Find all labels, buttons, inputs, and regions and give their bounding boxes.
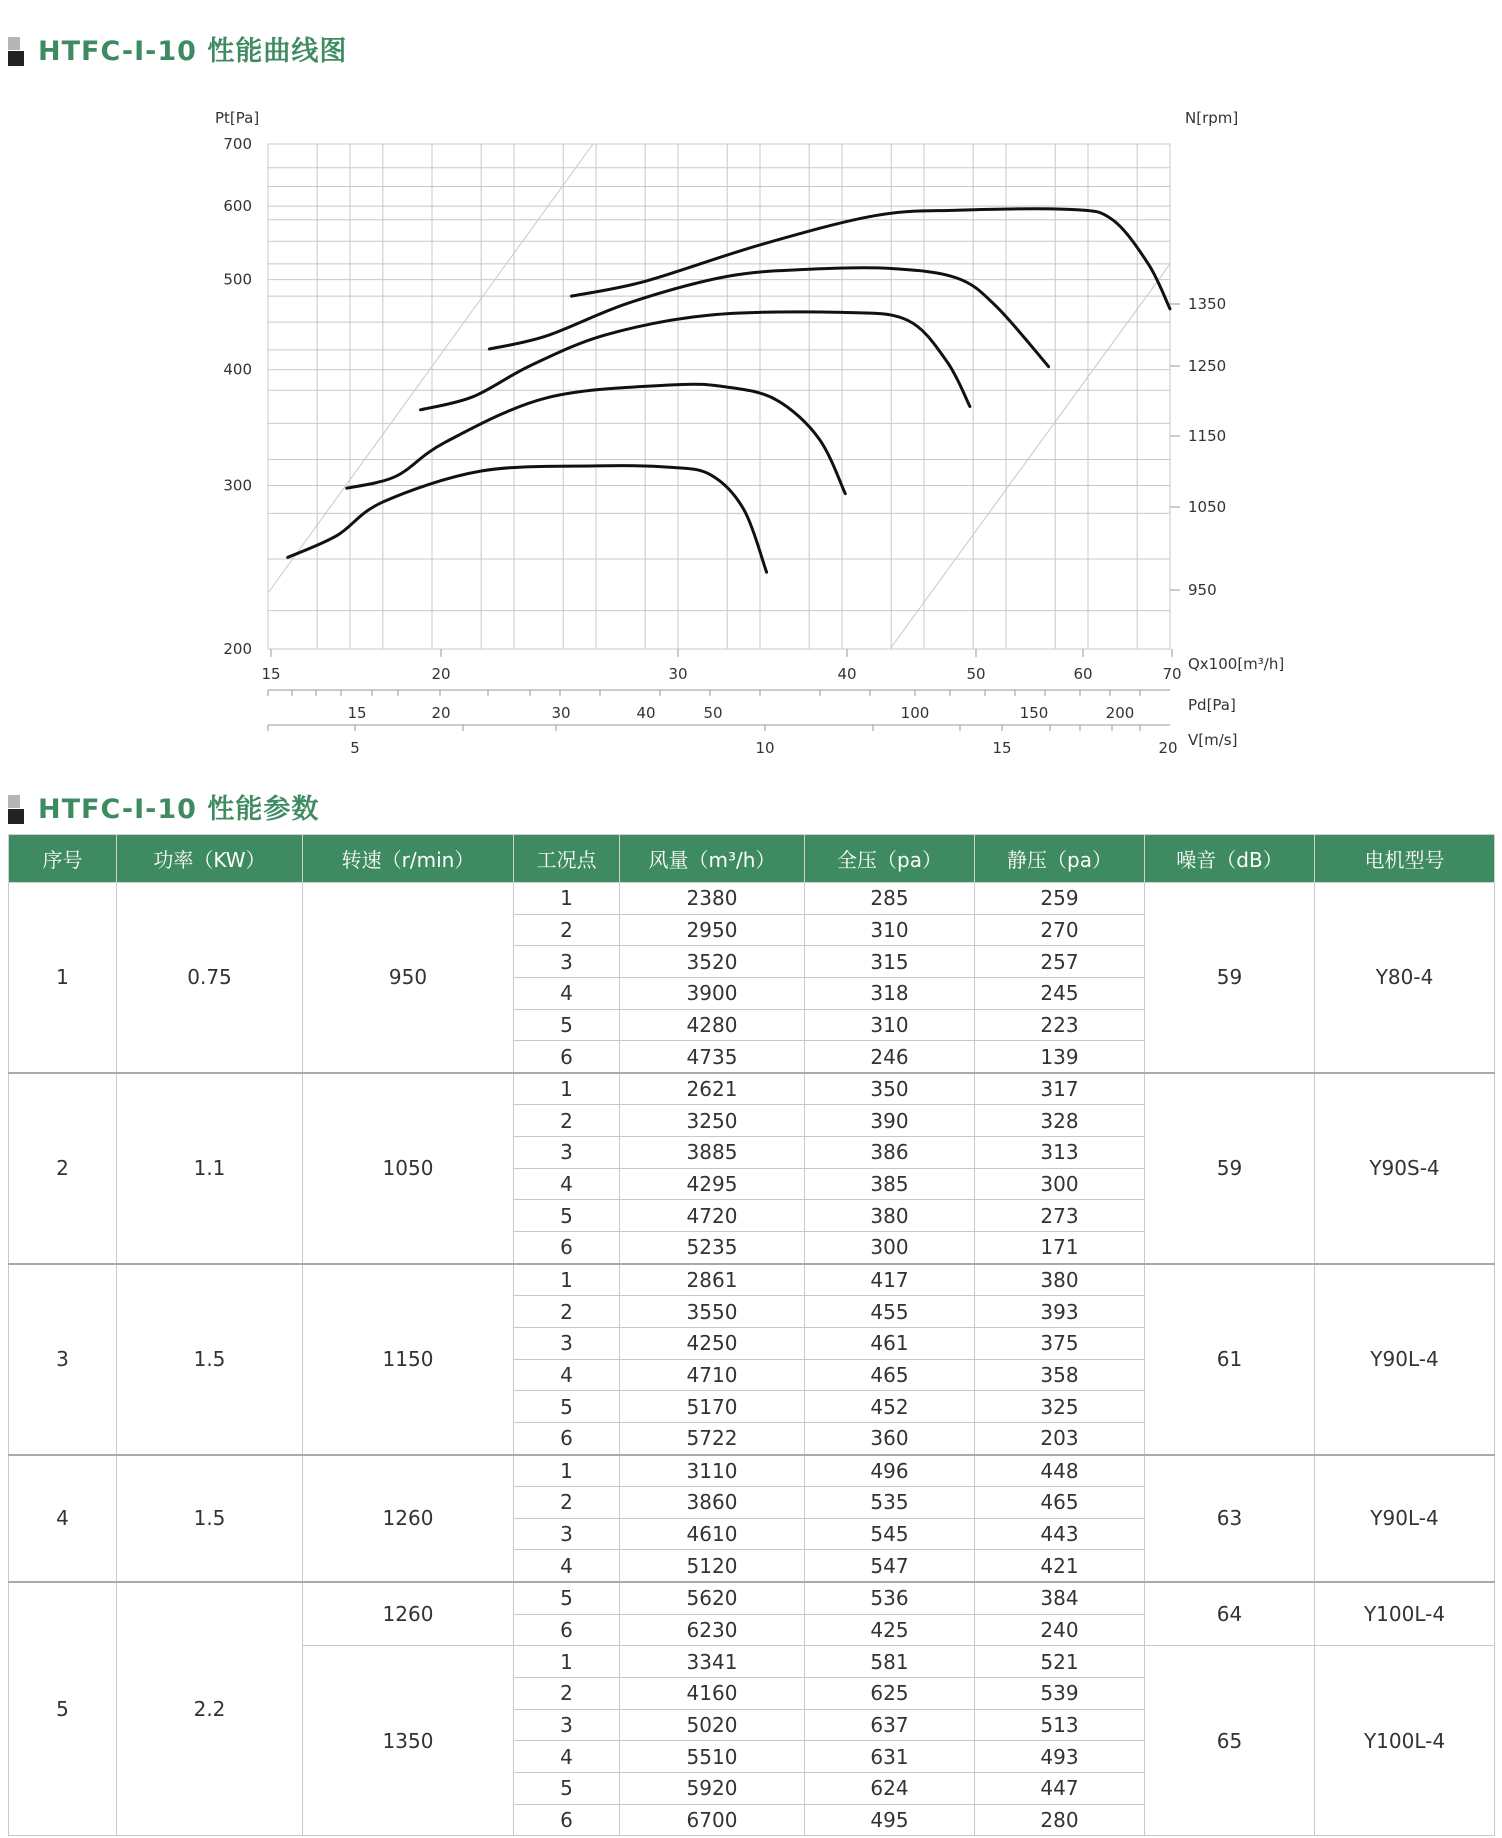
table-cell: 4 bbox=[514, 1741, 620, 1773]
q-tick-label: 70 bbox=[1162, 665, 1182, 683]
table-cell: 447 bbox=[975, 1772, 1145, 1804]
table-cell: 1260 bbox=[303, 1455, 514, 1583]
table-cell: 4 bbox=[514, 977, 620, 1009]
table-cell: 375 bbox=[975, 1327, 1145, 1359]
table-cell: 1 bbox=[514, 1073, 620, 1105]
table-cell: 495 bbox=[805, 1804, 975, 1836]
table-cell: 273 bbox=[975, 1200, 1145, 1232]
table-cell: 448 bbox=[975, 1455, 1145, 1487]
table-cell: Y80-4 bbox=[1315, 883, 1495, 1073]
section-title-params bbox=[8, 786, 319, 826]
performance-chart bbox=[0, 95, 1502, 775]
performance-curve-950 bbox=[288, 466, 767, 573]
table-cell: 637 bbox=[805, 1709, 975, 1741]
table-cell: 5120 bbox=[620, 1550, 805, 1582]
pd-tick-label: 50 bbox=[703, 704, 723, 722]
table-cell: 1.5 bbox=[117, 1455, 303, 1583]
table-cell: 270 bbox=[975, 914, 1145, 946]
table-row bbox=[9, 1582, 1495, 1614]
table-cell: 4160 bbox=[620, 1678, 805, 1710]
table-cell: 4 bbox=[9, 1455, 117, 1583]
table-cell: 1.1 bbox=[117, 1073, 303, 1264]
table-cell: 2380 bbox=[620, 883, 805, 915]
table-cell: 300 bbox=[805, 1232, 975, 1264]
table-cell: 6 bbox=[514, 1041, 620, 1073]
table-cell: 5920 bbox=[620, 1772, 805, 1804]
table-cell: 386 bbox=[805, 1137, 975, 1169]
table-cell: 223 bbox=[975, 1009, 1145, 1041]
section-marker-icon bbox=[8, 789, 24, 823]
table-cell: 5 bbox=[514, 1009, 620, 1041]
pd-axis-label: Pd[Pa] bbox=[1188, 696, 1236, 714]
table-cell: 4 bbox=[514, 1168, 620, 1200]
table-cell: 380 bbox=[805, 1200, 975, 1232]
table-cell: 417 bbox=[805, 1264, 975, 1296]
q-tick-label: 15 bbox=[261, 665, 281, 683]
pd-tick-label: 200 bbox=[1105, 704, 1135, 722]
table-cell: 5 bbox=[514, 1582, 620, 1614]
rpm-label: 1250 bbox=[1188, 357, 1227, 375]
table-cell: 310 bbox=[805, 1009, 975, 1041]
table-cell: 5 bbox=[9, 1582, 117, 1836]
table-cell: 3885 bbox=[620, 1137, 805, 1169]
q-tick-label: 60 bbox=[1073, 665, 1093, 683]
curve-section-heading: HTFC-I-10 性能曲线图 bbox=[38, 35, 348, 67]
pd-tick-label: 20 bbox=[431, 704, 451, 722]
table-cell: 360 bbox=[805, 1422, 975, 1454]
table-cell: 315 bbox=[805, 946, 975, 978]
y-tick-label: 700 bbox=[223, 135, 252, 153]
table-cell: 64 bbox=[1145, 1582, 1315, 1646]
table-cell: 61 bbox=[1145, 1264, 1315, 1455]
table-cell: 455 bbox=[805, 1296, 975, 1328]
table-cell: 581 bbox=[805, 1646, 975, 1678]
rpm-label: 1150 bbox=[1188, 427, 1227, 445]
table-cell: 3341 bbox=[620, 1646, 805, 1678]
table-cell: 380 bbox=[975, 1264, 1145, 1296]
table-cell: 1150 bbox=[303, 1264, 514, 1455]
table-cell: 3250 bbox=[620, 1105, 805, 1137]
v-tick-label: 10 bbox=[755, 739, 775, 757]
table-cell: 1 bbox=[514, 883, 620, 915]
table-cell: 3 bbox=[514, 1709, 620, 1741]
table-cell: Y90L-4 bbox=[1315, 1455, 1495, 1583]
table-cell: 5 bbox=[514, 1200, 620, 1232]
table-cell: 631 bbox=[805, 1741, 975, 1773]
table-cell: 6700 bbox=[620, 1804, 805, 1836]
table-cell: 2861 bbox=[620, 1264, 805, 1296]
table-cell: 465 bbox=[805, 1359, 975, 1391]
table-cell: 539 bbox=[975, 1678, 1145, 1710]
table-cell: 1350 bbox=[303, 1646, 514, 1836]
table-cell: 4610 bbox=[620, 1518, 805, 1550]
table-cell: 2950 bbox=[620, 914, 805, 946]
table-cell: 5620 bbox=[620, 1582, 805, 1614]
table-cell: 4250 bbox=[620, 1327, 805, 1359]
table-cell: 513 bbox=[975, 1709, 1145, 1741]
pd-tick-label: 40 bbox=[636, 704, 656, 722]
rpm-label: 1050 bbox=[1188, 498, 1227, 516]
table-cell: 2 bbox=[9, 1073, 117, 1264]
table-cell: 6 bbox=[514, 1232, 620, 1264]
table-cell: 313 bbox=[975, 1137, 1145, 1169]
v-tick-label: 15 bbox=[992, 739, 1012, 757]
table-header-row bbox=[9, 835, 1495, 883]
table-cell: 421 bbox=[975, 1550, 1145, 1582]
table-cell: 245 bbox=[975, 977, 1145, 1009]
y-tick-label: 400 bbox=[223, 360, 252, 379]
v-tick-label: 20 bbox=[1158, 739, 1178, 757]
column-header: 序号 bbox=[9, 835, 117, 883]
v-axis-label: V[m/s] bbox=[1188, 731, 1238, 749]
performance-curve-1150 bbox=[421, 312, 970, 410]
table-cell: 624 bbox=[805, 1772, 975, 1804]
column-header: 静压（pa） bbox=[975, 835, 1145, 883]
table-cell: 385 bbox=[805, 1168, 975, 1200]
section-marker-icon bbox=[8, 31, 24, 65]
table-cell: 3 bbox=[9, 1264, 117, 1455]
column-header: 功率（KW） bbox=[117, 835, 303, 883]
table-row bbox=[9, 1455, 1495, 1487]
right-axis-label: N[rpm] bbox=[1185, 109, 1239, 127]
table-cell: 285 bbox=[805, 883, 975, 915]
table-cell: 3110 bbox=[620, 1455, 805, 1487]
table-cell: 259 bbox=[975, 883, 1145, 915]
table-row bbox=[9, 1264, 1495, 1296]
table-cell: 3 bbox=[514, 1137, 620, 1169]
table-cell: Y90L-4 bbox=[1315, 1264, 1495, 1455]
y-tick-label: 200 bbox=[223, 640, 252, 658]
table-cell: 1260 bbox=[303, 1582, 514, 1646]
y-axis-label: Pt[Pa] bbox=[215, 109, 260, 127]
y-tick-label: 600 bbox=[223, 197, 252, 216]
q-axis-label: Qx100[m³/h] bbox=[1188, 655, 1285, 673]
table-cell: 625 bbox=[805, 1678, 975, 1710]
column-header: 电机型号 bbox=[1315, 835, 1495, 883]
table-cell: 1 bbox=[9, 883, 117, 1073]
rpm-label: 1350 bbox=[1188, 295, 1227, 313]
performance-curve-1250 bbox=[489, 268, 1048, 367]
table-cell: 3900 bbox=[620, 977, 805, 1009]
table-cell: 390 bbox=[805, 1105, 975, 1137]
column-header: 噪音（dB） bbox=[1145, 835, 1315, 883]
params-section-heading: HTFC-I-10 性能参数 bbox=[38, 793, 320, 825]
table-cell: 257 bbox=[975, 946, 1145, 978]
chart-grid bbox=[268, 144, 1170, 649]
table-cell: 425 bbox=[805, 1614, 975, 1646]
table-cell: Y90S-4 bbox=[1315, 1073, 1495, 1264]
table-cell: 1 bbox=[514, 1455, 620, 1487]
table-cell: 461 bbox=[805, 1327, 975, 1359]
table-row bbox=[9, 883, 1495, 915]
table-cell: 493 bbox=[975, 1741, 1145, 1773]
table-cell: 5 bbox=[514, 1772, 620, 1804]
table-cell: 65 bbox=[1145, 1646, 1315, 1836]
table-cell: 3 bbox=[514, 1327, 620, 1359]
table-cell: 59 bbox=[1145, 1073, 1315, 1264]
table-cell: 5722 bbox=[620, 1422, 805, 1454]
table-cell: 3 bbox=[514, 1518, 620, 1550]
table-cell: 536 bbox=[805, 1582, 975, 1614]
table-cell: 1050 bbox=[303, 1073, 514, 1264]
q-tick-label: 50 bbox=[966, 665, 986, 683]
table-cell: Y100L-4 bbox=[1315, 1646, 1495, 1836]
table-cell: 3520 bbox=[620, 946, 805, 978]
column-header: 风量（m³/h） bbox=[620, 835, 805, 883]
rpm-label: 950 bbox=[1188, 581, 1217, 599]
table-cell: 4720 bbox=[620, 1200, 805, 1232]
table-cell: 5 bbox=[514, 1391, 620, 1423]
table-cell: 4280 bbox=[620, 1009, 805, 1041]
table-cell: 1 bbox=[514, 1264, 620, 1296]
table-cell: 1 bbox=[514, 1646, 620, 1678]
table-cell: 6 bbox=[514, 1804, 620, 1836]
table-cell: 1.5 bbox=[117, 1264, 303, 1455]
table-cell: 2 bbox=[514, 914, 620, 946]
table-cell: 521 bbox=[975, 1646, 1145, 1678]
table-cell: 0.75 bbox=[117, 883, 303, 1073]
table-cell: 310 bbox=[805, 914, 975, 946]
q-tick-label: 30 bbox=[668, 665, 688, 683]
table-cell: 5235 bbox=[620, 1232, 805, 1264]
table-cell: 63 bbox=[1145, 1455, 1315, 1583]
table-cell: 3860 bbox=[620, 1487, 805, 1519]
table-cell: 240 bbox=[975, 1614, 1145, 1646]
table-cell: 328 bbox=[975, 1105, 1145, 1137]
table-cell: 171 bbox=[975, 1232, 1145, 1264]
table-cell: 4 bbox=[514, 1550, 620, 1582]
table-cell: 350 bbox=[805, 1073, 975, 1105]
pd-tick-label: 15 bbox=[347, 704, 367, 722]
table-cell: 5170 bbox=[620, 1391, 805, 1423]
table-cell: 325 bbox=[975, 1391, 1145, 1423]
table-cell: 545 bbox=[805, 1518, 975, 1550]
table-cell: 3550 bbox=[620, 1296, 805, 1328]
table-cell: 4735 bbox=[620, 1041, 805, 1073]
table-cell: 4710 bbox=[620, 1359, 805, 1391]
table-cell: 6230 bbox=[620, 1614, 805, 1646]
q-tick-label: 40 bbox=[837, 665, 857, 683]
table-cell: 496 bbox=[805, 1455, 975, 1487]
table-cell: 393 bbox=[975, 1296, 1145, 1328]
table-cell: 2 bbox=[514, 1487, 620, 1519]
column-header: 全压（pa） bbox=[805, 835, 975, 883]
table-cell: 317 bbox=[975, 1073, 1145, 1105]
table-cell: 5510 bbox=[620, 1741, 805, 1773]
table-cell: 443 bbox=[975, 1518, 1145, 1550]
section-title-curve bbox=[8, 28, 347, 68]
column-header: 工况点 bbox=[514, 835, 620, 883]
table-cell: 358 bbox=[975, 1359, 1145, 1391]
table-cell: 2621 bbox=[620, 1073, 805, 1105]
table-cell: 4 bbox=[514, 1359, 620, 1391]
table-cell: 139 bbox=[975, 1041, 1145, 1073]
table-cell: 59 bbox=[1145, 883, 1315, 1073]
table-cell: 465 bbox=[975, 1487, 1145, 1519]
y-tick-label: 500 bbox=[223, 270, 252, 289]
table-cell: 5020 bbox=[620, 1709, 805, 1741]
table-cell: 280 bbox=[975, 1804, 1145, 1836]
table-cell: 2.2 bbox=[117, 1582, 303, 1836]
table-cell: 384 bbox=[975, 1582, 1145, 1614]
table-cell: 2 bbox=[514, 1296, 620, 1328]
table-cell: 3 bbox=[514, 946, 620, 978]
table-cell: Y100L-4 bbox=[1315, 1582, 1495, 1646]
table-cell: 950 bbox=[303, 883, 514, 1073]
table-cell: 2 bbox=[514, 1105, 620, 1137]
table-cell: 300 bbox=[975, 1168, 1145, 1200]
table-cell: 6 bbox=[514, 1422, 620, 1454]
table-cell: 2 bbox=[514, 1678, 620, 1710]
table-row bbox=[9, 1073, 1495, 1105]
y-tick-label: 300 bbox=[223, 476, 252, 495]
table-cell: 318 bbox=[805, 977, 975, 1009]
column-header: 转速（r/min） bbox=[303, 835, 514, 883]
table-cell: 452 bbox=[805, 1391, 975, 1423]
table-cell: 4295 bbox=[620, 1168, 805, 1200]
v-tick-label: 5 bbox=[350, 739, 360, 757]
table-cell: 535 bbox=[805, 1487, 975, 1519]
q-tick-label: 20 bbox=[431, 665, 451, 683]
table-cell: 203 bbox=[975, 1422, 1145, 1454]
performance-parameters-table bbox=[8, 834, 1495, 1836]
table-cell: 547 bbox=[805, 1550, 975, 1582]
table-cell: 246 bbox=[805, 1041, 975, 1073]
table-cell: 6 bbox=[514, 1614, 620, 1646]
pd-tick-label: 30 bbox=[551, 704, 571, 722]
pd-tick-label: 100 bbox=[900, 704, 930, 722]
pd-tick-label: 150 bbox=[1019, 704, 1049, 722]
